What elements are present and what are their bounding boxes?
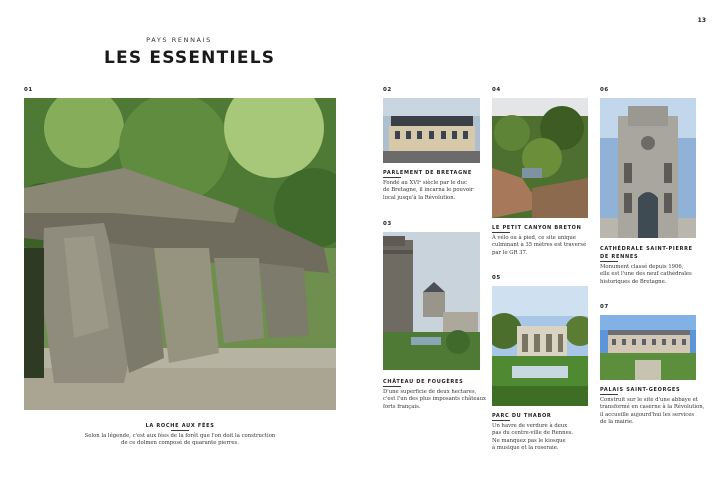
palace-photo: [600, 315, 696, 380]
castle-photo: [383, 232, 480, 370]
page-title: LES ESSENTIELS: [104, 48, 276, 68]
item-number: 03: [383, 221, 392, 227]
title-rule: [171, 430, 189, 431]
item-description: Selon la légende, c'est aux fées de la forêt que l'on doit la construction de ce dolmen composé de quarante pierres.: [84, 433, 276, 447]
item-description: Monument classé depuis 1906, elle est l'une des neuf cathédrales historiques de Bretagne.: [600, 264, 692, 285]
title-rule: [600, 261, 618, 262]
item-number: 04: [492, 87, 501, 93]
item-number: 07: [600, 304, 609, 310]
item-number: 06: [600, 87, 609, 93]
item-description: Un havre de verdure à deux pas du centre-ville de Rennes. Ne manquez pas le kiosque à musique et la roseraie.: [492, 423, 574, 451]
park-photo: [492, 286, 588, 406]
item-title: LE PETIT CANYON BRETON: [492, 225, 582, 231]
item-description: Construit sur le site d'une abbaye et transformé en caserne à la Révolution, il accueille aujourd'hui les services de la mairie.: [600, 397, 705, 425]
item-title: CHÂTEAU DE FOUGÈRES: [383, 379, 464, 385]
cathedral-photo: [600, 98, 696, 238]
item-title: PALAIS SAINT-GEORGES: [600, 387, 681, 393]
item-number: 01: [24, 87, 33, 93]
item-number: 05: [492, 275, 501, 281]
item-description: Fondé au XVIᵉ siècle par le duc de Bretagne, il incarna le pouvoir local jusqu'à la Révolution.: [383, 180, 474, 201]
item-title: PARC DU THABOR: [492, 413, 552, 419]
title-rule: [492, 420, 510, 421]
parliament-photo: [383, 98, 480, 163]
item-description: À vélo ou à pied, ce site unique culminant à 35 mètres est traversé par le GR 37.: [492, 235, 587, 256]
canyon-photo: [492, 98, 588, 218]
item-title: PARLEMENT DE BRETAGNE: [383, 170, 472, 176]
page-number: 13: [697, 17, 706, 24]
title-rule: [492, 232, 510, 233]
section-kicker: PAYS RENNAIS: [146, 36, 212, 44]
title-rule: [600, 394, 618, 395]
item-number: 02: [383, 87, 392, 93]
title-rule: [383, 386, 401, 387]
item-description: D'une superficie de deux hectares, c'est l'un des plus imposants châteaux forts français.: [383, 389, 487, 410]
item-title: CATHÉDRALE SAINT-PIERRE DE RENNES: [600, 246, 693, 260]
dolmen-photo: [24, 98, 336, 410]
item-title: LA ROCHE AUX FÉES: [145, 423, 215, 429]
title-rule: [383, 177, 401, 178]
